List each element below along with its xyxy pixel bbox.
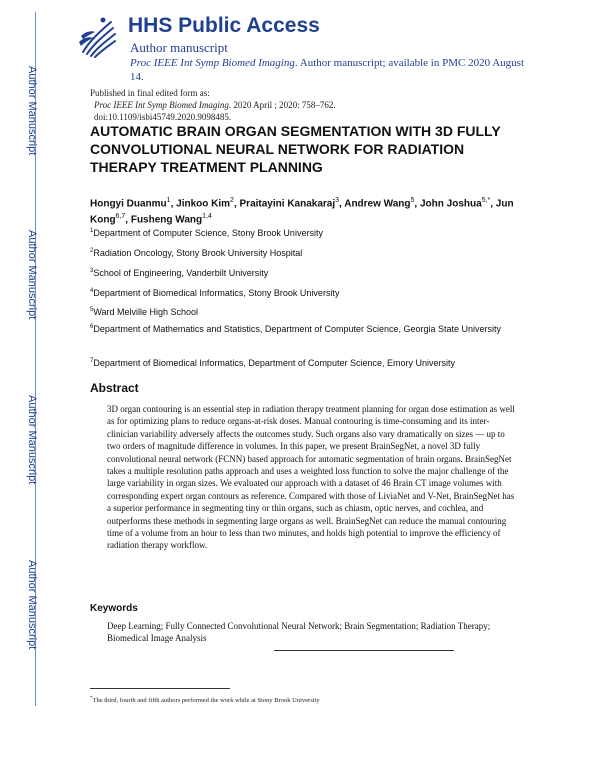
aff-num: 2	[90, 248, 94, 254]
affiliation	[90, 321, 520, 335]
author-name: Fusheng Wang	[130, 214, 203, 226]
author-sup: 6,7	[115, 213, 126, 221]
aff-text: Department of Computer Science, Stony Brook University	[93, 228, 323, 238]
affiliation	[90, 304, 520, 318]
author-manuscript-subtitle: Author manuscript	[130, 40, 228, 55]
author-name: Andrew Wang	[344, 198, 411, 210]
aff-text: School of Engineering, Vanderbilt University	[93, 268, 269, 278]
keywords-body: Deep Learning; Fully Connected Convolutional Neural Network; Brain Segmentation; Radiation Therapy; Biomedical Image Analysis	[107, 621, 491, 644]
affiliation	[90, 355, 520, 369]
author-manuscript-label: Author Manuscript	[26, 230, 38, 320]
affiliation	[90, 225, 520, 239]
aff-text: Department of Biomedical Informatics, Department of Computer Science, Emory University	[93, 358, 455, 368]
author-sup: 1	[166, 197, 171, 204]
hhs-eagle-logo	[75, 12, 119, 60]
aff-num: 1	[90, 228, 94, 234]
author-name: Hongyi Duanmu	[90, 198, 167, 210]
aff-num: 4	[90, 288, 94, 294]
aff-num: 6	[90, 324, 94, 330]
footnote-mark: *	[90, 696, 93, 701]
author-sup: 3	[335, 197, 340, 204]
author-name: Praitayini Kanakaraj	[239, 198, 336, 210]
affiliation	[90, 265, 520, 279]
doi-text: . 2020 April ; 2020: 758–762. doi:10.1109/isbi45749.2020.9098485.	[94, 100, 336, 122]
aff-num: 3	[90, 268, 94, 274]
author-name: Jinkoo Kim	[176, 198, 231, 210]
footnote-divider	[90, 688, 230, 689]
keywords-heading: Keywords	[90, 603, 138, 614]
affiliation	[90, 245, 520, 259]
hhs-title: HHS Public Access	[128, 14, 320, 37]
abstract-heading: Abstract	[90, 381, 139, 395]
author-manuscript-label: Author Manuscript	[26, 66, 38, 156]
aff-text: Department of Mathematics and Statistics, Department of Computer Science, Georgia State University	[93, 324, 502, 334]
published-label: Published in final edited form as:	[90, 88, 210, 98]
aff-num: 5	[90, 307, 94, 313]
footnote-text: The third, fourth and fifth authors performed the work while at Stony Brook University	[92, 697, 320, 705]
aff-text: Department of Biomedical Informatics, Stony Brook University	[93, 288, 340, 298]
author-list: Hongyi Duanmu$^1$, Jinkoo Kim$^2$, Praitayini Kanakaraj$^3$, Andrew Wang$^5$, John Joshua$^{5,*}$, Jun Kong$^{6,7}$, Fusheng Wang$^{1,4}$	[90, 197, 514, 226]
availability-citation	[130, 56, 530, 84]
aff-text: Ward Melville High School	[93, 307, 199, 317]
availability-text: . Author manuscript; available in PMC 2020 August 14.	[130, 57, 525, 83]
footnote	[90, 696, 320, 704]
aff-num: 7	[90, 358, 94, 364]
author-name: John Joshua	[419, 198, 482, 210]
author-name: Jun Kong	[90, 198, 514, 226]
section-divider	[274, 650, 454, 651]
author-sup: 5	[410, 197, 415, 204]
author-sup: 5,*	[481, 197, 491, 204]
journal-name: Proc IEEE Int Symp Biomed Imaging	[94, 100, 229, 110]
author-sup: 1,4	[202, 213, 212, 221]
journal-name: Proc IEEE Int Symp Biomed Imaging	[130, 57, 295, 69]
published-citation	[94, 99, 454, 123]
abstract-body: 3D organ contouring is an essential step in radiation therapy treatment planning for organ dose estimation as well as for optimizing plans to reduce organs-at-risk doses. Manual contouring is time-consuming and its inter-clinician variability adversely affects the outcomes study. Such organs also vary dramatically on sizes — up to two orders of magnitude difference in volumes. In this paper, we present BrainSegNet, a novel 3D fully convolutional neural network (FCNN) based approach for automatic segmentation of brain organs. BrainSegNet takes a multiple resolution paths approach and uses a weighted loss function to solve the major challenge of the large variability in organ sizes. We evaluated our approach with a dataset of 46 Brain CT image volumes with corresponding expert organ contours as reference. Compared with those of LiviaNet and V-Net, BrainSegNet has a superior performance in segmenting tiny or thin organs, such as chiasm, optic nerves, and cochlea, and outperforms these methods in segmenting large organs as well. BrainSegNet can reduce the manual contouring time of a volume from an hour to less than two minutes, and holds high potential to improve the efficiency of radiation therapy workflow.	[107, 404, 515, 551]
paper-title: AUTOMATIC BRAIN ORGAN SEGMENTATION WITH 3D FULLY CONVOLUTIONAL NEURAL NETWORK FOR RADIATION THERAPY TREATMENT PLANNING	[90, 123, 501, 175]
aff-text: Radiation Oncology, Stony Brook University Hospital	[93, 248, 303, 258]
author-sup: 2	[230, 197, 234, 204]
author-manuscript-label: Author Manuscript	[26, 560, 38, 650]
author-manuscript-label: Author Manuscript	[26, 395, 38, 485]
affiliation	[90, 285, 520, 299]
